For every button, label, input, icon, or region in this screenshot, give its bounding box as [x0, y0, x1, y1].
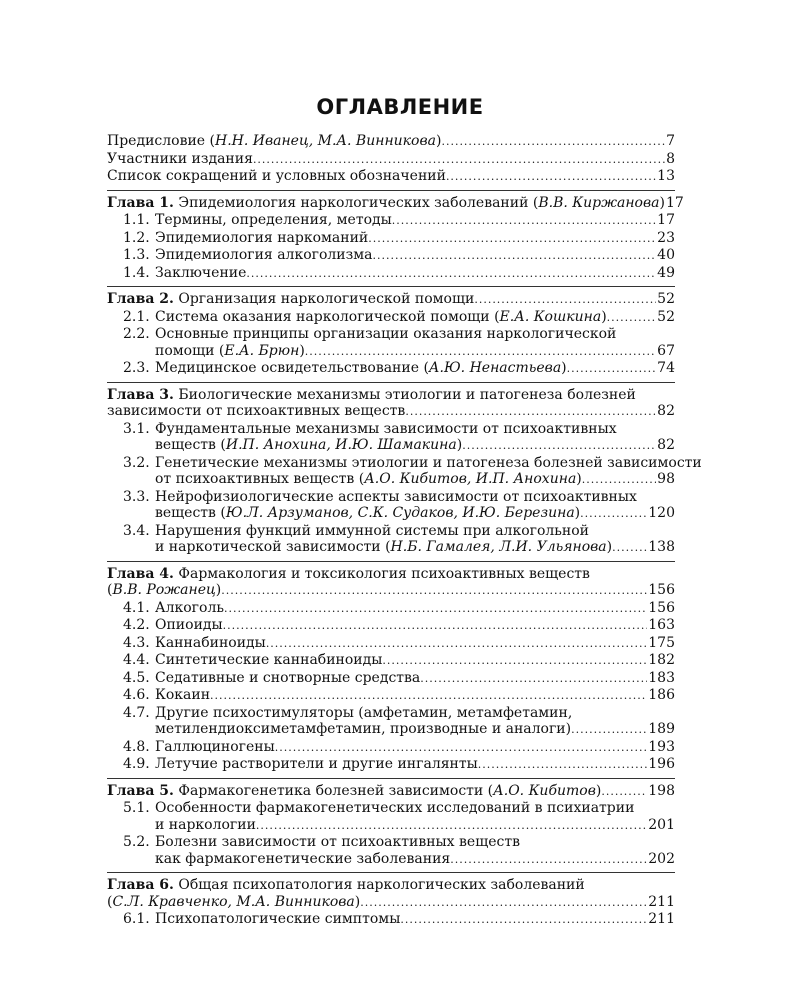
toc-entry-2-1[interactable]: 2.1. Система оказания наркологической помощи (Е.А. Кошкина) ..... 52: [123, 309, 675, 327]
toc-chapter-2[interactable]: Глава 2. Организация наркологической помощи ..... 52: [107, 291, 675, 309]
dot-leader: [474, 291, 656, 309]
dot-leader: [210, 687, 647, 705]
toc-chapter-3[interactable]: Глава 3. Биологические механизмы этиологии и патогенеза болезней зависимости от психоактивных веществ ..... 82: [107, 387, 675, 421]
page-number: 23: [657, 229, 675, 246]
dot-leader: [246, 265, 656, 283]
page-number: 7: [666, 133, 675, 149]
page-number: 163: [648, 617, 675, 633]
table-of-contents: [107, 133, 702, 929]
toc-entry-6-1[interactable]: 6.1. Психопатологические симптомы ..... 211: [123, 911, 675, 929]
toc-entry-4-3[interactable]: 4.3. Каннабиноиды ..... 175: [123, 635, 675, 653]
dot-leader: [478, 756, 648, 774]
toc-entry-4-4[interactable]: 4.4. Синтетические каннабиноиды ..... 182: [123, 652, 675, 670]
page-number: 182: [648, 652, 675, 668]
dot-leader: [405, 403, 656, 421]
toc-entry-4-2[interactable]: 4.2. Опиоиды ..... 163: [123, 617, 675, 635]
page-number: 211: [648, 911, 675, 927]
dot-leader: [266, 635, 647, 653]
toc-entry-1-2[interactable]: 1.2. Эпидемиология наркоманий ..... 23: [123, 230, 675, 248]
toc-entry-2-2[interactable]: 2.2. Основные принципы организации оказания наркологической помощи (Е.А. Брюн) ..... 67: [123, 326, 675, 360]
page-number: 156: [648, 582, 675, 598]
toc-entry-abbreviations[interactable]: Список сокращений и условных обозначений ..... 13: [107, 168, 675, 186]
page-number: 175: [648, 634, 675, 651]
chapter-2: [107, 286, 675, 378]
toc-chapter-5[interactable]: Глава 5. Фармакогенетика болезней зависимости (А.О. Кибитов) ..... 198: [107, 783, 675, 801]
page-number: 183: [648, 669, 675, 686]
page-title: ОГЛАВЛЕНИЕ: [316, 95, 484, 119]
toc-chapter-1[interactable]: Глава 1. Эпидемиология наркологических заболеваний (В.В. Киржанова) 17: [107, 194, 684, 211]
page-number: 98: [657, 471, 675, 487]
page-number: 40: [657, 247, 675, 263]
toc-entry-participants[interactable]: Участники издания ..... 8: [107, 151, 675, 169]
page-number: 138: [648, 539, 675, 555]
dot-leader: [224, 600, 647, 618]
page-number: 156: [648, 599, 675, 616]
dot-leader: [612, 539, 647, 557]
dot-leader: [223, 617, 648, 635]
page-number: 8: [666, 150, 675, 167]
toc-entry-1-1[interactable]: 1.1. Термины, определения, методы ..... 17: [123, 212, 675, 230]
toc-entry-3-3[interactable]: 3.3. Нейрофизиологические аспекты зависимости от психоактивных веществ (Ю.Л. Арзуманов, С.К. Судаков, И.Ю. Березина) ..... 120: [123, 489, 675, 523]
dot-leader: [275, 739, 647, 757]
dot-leader: [601, 783, 647, 801]
dot-leader: [368, 230, 656, 248]
page-number: 201: [648, 816, 675, 833]
page-number: 82: [657, 437, 675, 453]
dot-leader: [441, 133, 665, 151]
page-number: 189: [648, 721, 675, 737]
toc-entry-2-3[interactable]: 2.3. Медицинское освидетельствование (А.Ю. Ненастьева) ..... 74: [123, 360, 675, 378]
toc-entry-3-4[interactable]: 3.4. Нарушения функций иммунной системы при алкогольной и наркотической зависимости (Н.Б. Гамалея, Л.И. Ульянова) ..... 138: [123, 523, 675, 557]
toc-entry-5-2[interactable]: 5.2. Болезни зависимости от психоактивных веществ как фармакогенетические заболевания ..... 202: [123, 834, 675, 868]
dot-leader: [446, 168, 656, 186]
page-number: 120: [648, 505, 675, 521]
front-matter: [107, 133, 675, 186]
page-number: 82: [657, 403, 675, 419]
dot-leader: [392, 212, 656, 230]
chapter-3: [107, 382, 702, 557]
toc-entry-4-1[interactable]: 4.1. Алкоголь ..... 156: [123, 600, 675, 618]
page-number: 52: [657, 291, 675, 307]
page-number: 17: [665, 194, 684, 211]
dot-leader: [256, 817, 647, 835]
page-number: 196: [648, 756, 675, 772]
toc-entry-4-6[interactable]: 4.6. Кокаин ..... 186: [123, 687, 675, 705]
chapter-4: [107, 561, 675, 774]
toc-entry-3-2[interactable]: 3.2. Генетические механизмы этиологии и патогенеза болезней зависимости от психоактивных веществ (А.О. Кибитов, И.П. Анохина) ..... 98: [123, 455, 675, 489]
chapter-5: [107, 778, 675, 869]
toc-entry-5-1[interactable]: 5.1. Особенности фармакогенетических исследований в психиатрии и наркологии ..... 201: [123, 800, 675, 834]
dot-leader: [580, 505, 647, 523]
chapter-6: [107, 872, 675, 929]
toc-chapter-4[interactable]: Глава 4. Фармакология и токсикология психоактивных веществ (В.В. Рожанец) ..... 156: [107, 566, 675, 600]
page-number: 17: [657, 212, 675, 228]
page-number: 67: [657, 342, 675, 359]
dot-leader: [360, 894, 647, 912]
dot-leader: [607, 309, 657, 327]
page-number: 186: [648, 687, 675, 703]
dot-leader: [450, 851, 647, 869]
page-number: 202: [648, 850, 675, 867]
toc-entry-1-4[interactable]: 1.4. Заключение ..... 49: [123, 265, 675, 283]
page-number: 193: [648, 738, 675, 755]
toc-entry-preface[interactable]: Предисловие (Н.Н. Иванец, М.А. Винникова) ..... 7: [107, 133, 675, 151]
page-number: 49: [657, 264, 675, 281]
toc-entry-4-5[interactable]: 4.5. Седативные и снотворные средства ..... 183: [123, 670, 675, 688]
dot-leader: [462, 437, 656, 455]
toc-entry-3-1[interactable]: 3.1. Фундаментальные механизмы зависимости от психоактивных веществ (И.П. Анохина, И.Ю. Шамакина) ..... 82: [123, 421, 675, 455]
page-number: 74: [657, 360, 675, 376]
chapter-1: [107, 190, 684, 283]
toc-entry-4-7[interactable]: 4.7. Другие психостимуляторы (амфетамин, метамфетамин, метилендиоксиметамфетамин, производные и аналоги) ..... 189: [123, 705, 675, 739]
dot-leader: [400, 911, 647, 929]
page-number: 13: [657, 168, 675, 184]
dot-leader: [221, 582, 647, 600]
toc-entry-1-3[interactable]: 1.3. Эпидемиология алкоголизма ..... 40: [123, 247, 675, 265]
dot-leader: [253, 151, 665, 169]
dot-leader: [567, 360, 657, 378]
dot-leader: [382, 652, 647, 670]
toc-entry-4-9[interactable]: 4.9. Летучие растворители и другие ингалянты ..... 196: [123, 756, 675, 774]
dot-leader: [420, 670, 647, 688]
toc-chapter-6[interactable]: Глава 6. Общая психопатология наркологических заболеваний (С.Л. Кравченко, М.А. Винникова) ..... 211: [107, 877, 675, 911]
dot-leader: [372, 247, 656, 265]
page-number: 52: [657, 308, 675, 325]
dot-leader: [305, 343, 656, 361]
page-number: 198: [648, 782, 675, 799]
dot-leader: [582, 471, 656, 489]
toc-entry-4-8[interactable]: 4.8. Галлюциногены ..... 193: [123, 739, 675, 757]
page-number: 211: [648, 893, 675, 910]
dot-leader: [571, 721, 647, 739]
